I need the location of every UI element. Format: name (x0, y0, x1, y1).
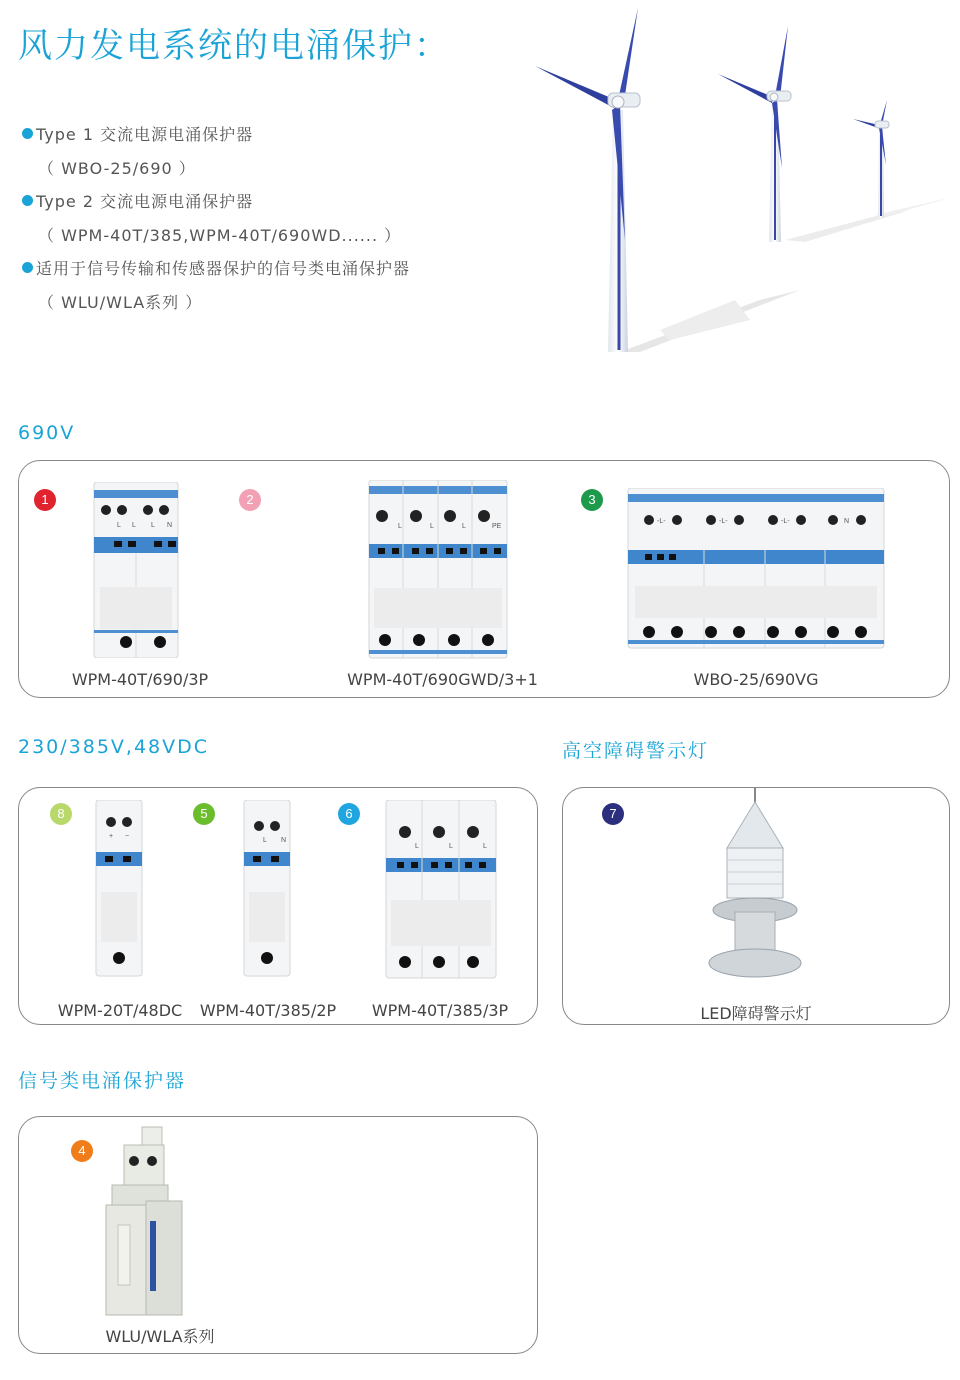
svg-text:−: − (125, 833, 130, 840)
product-image-wlu-wla (104, 1125, 184, 1321)
svg-text:L: L (462, 523, 466, 530)
bullet-subitem: （ WLU/WLA系列 ） (38, 292, 203, 312)
bullet-list (22, 118, 410, 320)
svg-text:L: L (117, 522, 121, 529)
product-image-wbo-25-690vg (627, 488, 885, 650)
svg-text:-L-: -L- (781, 518, 790, 525)
svg-text:L: L (398, 523, 402, 530)
panel-signal-spd (18, 1116, 538, 1354)
badge-4: 4 (71, 1140, 93, 1162)
section-title-signal-spd: 信号类电涌保护器 (18, 1070, 187, 1092)
product-image-wpm-40t-690-3p (92, 482, 180, 658)
badge-7: 7 (602, 803, 624, 825)
svg-text:-L-: -L- (657, 518, 666, 525)
svg-text:N: N (844, 518, 850, 525)
caption-wbo-25-690vg: WBO-25/690VG (693, 670, 819, 689)
svg-text:L: L (151, 522, 155, 529)
caption-wpm-40t-385-2p: WPM-40T/385/2P (199, 1001, 337, 1020)
caption-wpm-40t-385-3p: WPM-40T/385/3P (371, 1001, 509, 1020)
product-image-wpm-40t-690gwd (368, 480, 508, 660)
bullet-item: 适用于信号传输和传感器保护的信号类电涌保护器 (22, 252, 410, 286)
bullet-item: Type 1 交流电源电涌保护器 (22, 118, 410, 152)
section-title-690v: 690V (18, 422, 76, 444)
svg-text:L: L (263, 837, 267, 844)
svg-text:L: L (132, 522, 136, 529)
bullet-dot-icon (22, 195, 33, 206)
page-title: 风力发电系统的电涌保护： (18, 26, 450, 66)
product-image-wpm-40t-385-3p (385, 800, 497, 980)
bullet-item: Type 2 交流电源电涌保护器 (22, 185, 410, 219)
svg-text:N: N (281, 837, 287, 844)
svg-text:N: N (167, 522, 173, 529)
wind-turbines-image (520, 0, 960, 380)
badge-6: 6 (338, 803, 360, 825)
svg-text:L: L (483, 843, 487, 850)
svg-text:PE: PE (492, 523, 502, 530)
caption-wpm-40t-690-3p: WPM-40T/690/3P (71, 670, 209, 689)
product-image-wpm-40t-385-2p (243, 800, 291, 978)
product-image-wpm-20t-48dc (95, 800, 143, 978)
badge-5: 5 (193, 803, 215, 825)
section-title-obstacle-light: 高空障碍警示灯 (562, 740, 710, 762)
bullet-subitem: （ WBO-25/690 ） (38, 158, 196, 178)
svg-text:-L-: -L- (719, 518, 728, 525)
caption-led-obstacle-light: LED障碍警示灯 (700, 1004, 812, 1023)
bullet-dot-icon (22, 262, 33, 273)
caption-wpm-40t-690gwd: WPM-40T/690GWD/3+1 (347, 670, 538, 689)
bullet-subitem: （ WPM-40T/385,WPM-40T/690WD...... ） (38, 225, 402, 245)
svg-text:L: L (430, 523, 434, 530)
svg-text:L: L (415, 843, 419, 850)
svg-text:+: + (109, 833, 114, 840)
badge-2: 2 (239, 489, 261, 511)
badge-3: 3 (581, 489, 603, 511)
section-title-230-385v: 230/385V,48VDC (18, 736, 210, 758)
bullet-dot-icon (22, 128, 33, 139)
caption-wpm-20t-48dc: WPM-20T/48DC (57, 1001, 183, 1020)
caption-wlu-wla: WLU/WLA系列 (105, 1327, 215, 1346)
product-image-led-obstacle-light (705, 788, 805, 986)
badge-1: 1 (34, 489, 56, 511)
badge-8: 8 (50, 803, 72, 825)
svg-text:L: L (449, 843, 453, 850)
